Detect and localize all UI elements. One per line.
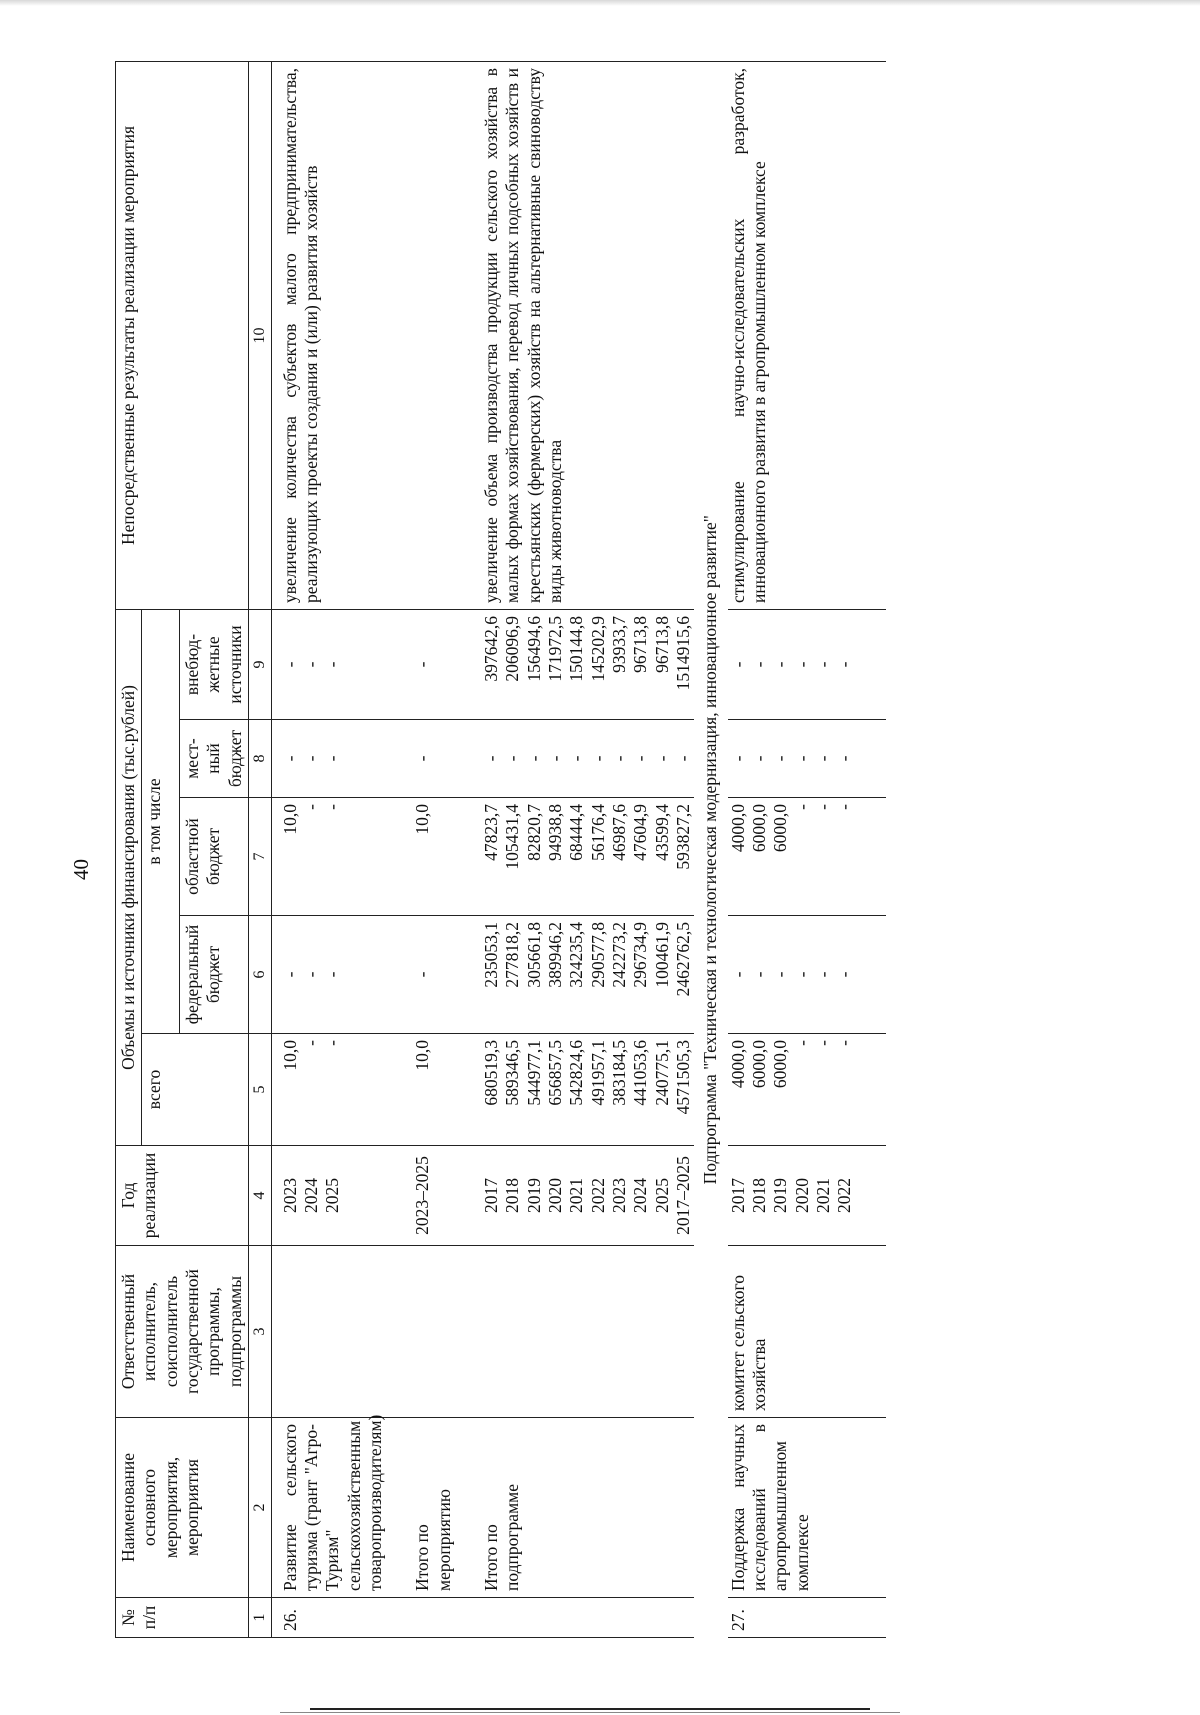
year-list (280, 1146, 387, 1246)
cell-value: - (727, 971, 748, 978)
cell-value: 150144,8 (566, 615, 587, 682)
year-list (481, 1146, 694, 1246)
extra-values (481, 609, 694, 719)
cell-value: - (480, 755, 501, 762)
column-number: 3 (249, 1246, 272, 1418)
total-values (728, 1034, 856, 1146)
cell-value: 2023 (279, 1178, 300, 1213)
result-text: увеличение количества субъектов малого предпринимательства, реализующих проекты создания и (или) развития хозяйств (280, 61, 387, 609)
cell-value: - (834, 971, 855, 978)
subprogram-title: Подпрограмма "Техническая и технологическая модернизация, инновационное развитие" (694, 61, 727, 1637)
cell-value: 96713,8 (651, 615, 672, 673)
extra-values (280, 609, 387, 719)
cell-value: 2022 (834, 1178, 855, 1213)
column-number: 9 (249, 609, 272, 719)
cell-value: 2018 (502, 1178, 523, 1213)
cell-value: - (770, 971, 791, 978)
cell-value: 1514915,6 (673, 615, 694, 691)
header-event-name: Наименование основного мероприятия, мероприятия (116, 1418, 249, 1598)
cell-value: 383184,5 (609, 1040, 630, 1106)
cell-value: 206096,9 (502, 615, 523, 682)
cell-value: 145202,9 (587, 615, 608, 682)
cell-value: 2017 (480, 1178, 501, 1213)
cell-value: 2018 (749, 1178, 770, 1213)
cell-value: 290577,8 (587, 922, 608, 988)
executor (280, 1246, 387, 1418)
cell-value: 2019 (523, 1178, 544, 1213)
cell-value: 47823,7 (480, 804, 501, 861)
event-name: Поддержка научных исследований в агропромышленном комплексе (728, 1418, 856, 1598)
cell-value: - (300, 755, 321, 762)
header-extra: внебюд- жетные источники (180, 609, 249, 719)
cell-value: 2025 (651, 1178, 672, 1213)
cell-value: - (587, 755, 608, 762)
regional-values (728, 798, 856, 916)
cell-value: 542824,6 (566, 1040, 587, 1106)
total-event-local: - (412, 720, 455, 798)
cell-value: - (300, 1040, 321, 1046)
header-local: мест- ный бюджет (180, 720, 249, 798)
cell-value: 491957,1 (587, 1040, 608, 1106)
header-executor: Ответственный исполнитель, соисполнитель государственной программы, подпрограммы (116, 1246, 249, 1418)
cell-value: - (749, 971, 770, 978)
cell-value: 589346,5 (502, 1040, 523, 1106)
cell-value: 100461,9 (651, 922, 672, 988)
cell-value: 171972,5 (545, 615, 566, 682)
cell-value: - (523, 755, 544, 762)
cell-value: - (813, 755, 834, 762)
scan-edge-bottom (310, 1708, 870, 1710)
cell-value: - (566, 755, 587, 762)
cell-value: 47604,9 (630, 804, 651, 861)
cell-value: - (813, 1040, 834, 1046)
cell-value: 2023 (609, 1178, 630, 1213)
header-results: Непосредственные результаты реализации мероприятия (116, 61, 249, 609)
cell-value: 6000,0 (749, 1040, 770, 1089)
cell-value: 389946,2 (545, 922, 566, 988)
cell-value: - (791, 755, 812, 762)
cell-value: - (609, 755, 630, 762)
local-values (481, 720, 694, 798)
cell-value: 544977,1 (523, 1040, 544, 1106)
result-text: увеличение объема производства продукции сельского хозяйства в малых формах хозяйствования, перевод личных подсобных хозяйств и крестьянских (фермерских) хозяйств на альтернативные свиноводству виды животноводства (481, 61, 694, 609)
cell-value: 397642,6 (480, 615, 501, 682)
cell-value: 2021 (813, 1178, 834, 1213)
scan-edge-bottom-faint (280, 1712, 900, 1713)
cell-value: - (749, 661, 770, 668)
column-number: 5 (249, 1034, 272, 1146)
cell-value: - (322, 804, 343, 810)
cell-value: - (300, 661, 321, 668)
funding-table (115, 61, 886, 1638)
cell-value: - (322, 661, 343, 668)
total-event-regional: 10,0 (412, 798, 455, 916)
cell-value: 656857,5 (545, 1040, 566, 1106)
cell-value: 56176,4 (587, 804, 608, 861)
cell-value: 2025 (322, 1178, 343, 1213)
cell-value: 2024 (300, 1178, 321, 1213)
executor: комитет сельского хозяйства (728, 1246, 856, 1418)
total-event-total: 10,0 (412, 1034, 455, 1146)
header-including: в том числе (142, 609, 180, 1033)
cell-value: - (834, 1040, 855, 1046)
table-row (481, 61, 694, 1637)
cell-value: 82820,7 (523, 804, 544, 861)
cell-value: - (727, 755, 748, 762)
local-values (728, 720, 856, 798)
cell-value: - (813, 661, 834, 668)
table-row (280, 61, 387, 1637)
cell-value: - (834, 755, 855, 762)
year-list (728, 1146, 856, 1246)
cell-value: 6000,0 (770, 1040, 791, 1089)
cell-value: - (813, 804, 834, 810)
cell-value: 93933,7 (609, 615, 630, 673)
rotated-page (55, 50, 1155, 1650)
cell-value: - (322, 755, 343, 762)
cell-value: - (279, 971, 300, 978)
cell-value: 680519,3 (480, 1040, 501, 1106)
row-number: 26. (280, 1598, 387, 1638)
cell-value: 277818,2 (502, 922, 523, 988)
cell-value: 305661,8 (523, 922, 544, 988)
cell-value: 2022 (587, 1178, 608, 1213)
federal-values (481, 916, 694, 1034)
table-row (412, 61, 455, 1637)
cell-value: - (322, 971, 343, 978)
cell-value: - (791, 661, 812, 668)
cell-value: 2017–2025 (673, 1156, 694, 1235)
cell-value: - (673, 755, 694, 762)
cell-value: - (502, 755, 523, 762)
column-number: 4 (249, 1146, 272, 1246)
cell-value: 4571505,3 (673, 1040, 694, 1115)
total-event-federal: - (412, 916, 455, 1034)
cell-value: 2017 (727, 1178, 748, 1213)
regional-values (481, 798, 694, 916)
subprogram-row (694, 61, 727, 1637)
cell-value: - (322, 1040, 343, 1046)
cell-value: 4000,0 (727, 804, 748, 853)
cell-value: 324235,4 (566, 922, 587, 988)
scan-edge-top (0, 0, 1200, 6)
cell-value: - (770, 661, 791, 668)
header-total: всего (142, 1034, 249, 1146)
cell-value: 156494,6 (523, 615, 544, 682)
cell-value: 43599,4 (651, 804, 672, 861)
extra-values (728, 609, 856, 719)
cell-value: 593827,2 (673, 804, 694, 870)
page-number: 40 (69, 859, 93, 880)
local-values (280, 720, 387, 798)
cell-value: 296734,9 (630, 922, 651, 988)
cell-value: 6000,0 (749, 804, 770, 853)
cell-value: - (791, 971, 812, 978)
cell-value: - (770, 755, 791, 762)
cell-value: - (651, 755, 672, 762)
cell-value: - (727, 661, 748, 668)
cell-value: - (813, 971, 834, 978)
total-event-label: Итого по мероприятию (412, 1418, 455, 1598)
table-row (728, 61, 856, 1637)
cell-value: 2020 (791, 1178, 812, 1213)
column-number: 1 (249, 1598, 272, 1638)
header-federal: федеральный бюджет (180, 916, 249, 1034)
column-number: 7 (249, 798, 272, 916)
cell-value: 242273,2 (609, 922, 630, 988)
total-subprogram-label: Итого по подпрограмме (481, 1418, 694, 1598)
cell-value: - (791, 1040, 812, 1046)
cell-value: - (749, 755, 770, 762)
cell-value: - (300, 804, 321, 810)
cell-value: 441053,6 (630, 1040, 651, 1106)
row-number: 27. (728, 1598, 856, 1638)
total-values (481, 1034, 694, 1146)
cell-value: 4000,0 (727, 1040, 748, 1089)
column-number: 6 (249, 916, 272, 1034)
total-event-extra: - (412, 609, 455, 719)
cell-value: - (300, 971, 321, 978)
cell-value: - (630, 755, 651, 762)
cell-value: 2020 (545, 1178, 566, 1213)
cell-value: 68444,4 (566, 804, 587, 861)
cell-value: 2021 (566, 1178, 587, 1213)
result-text: стимулирование научно-исследовательских разработок, инновационного развития в агропромышленном комплексе (728, 61, 856, 609)
column-number: 10 (249, 61, 272, 609)
cell-value: 235053,1 (480, 922, 501, 988)
cell-value: 10,0 (279, 804, 300, 835)
cell-value: 240775,1 (651, 1040, 672, 1106)
federal-values (728, 916, 856, 1034)
cell-value: 96713,8 (630, 615, 651, 673)
regional-values (280, 798, 387, 916)
cell-value: - (834, 661, 855, 668)
cell-value: 2024 (630, 1178, 651, 1213)
column-number: 2 (249, 1418, 272, 1598)
total-event-years: 2023–2025 (412, 1146, 455, 1246)
cell-value: 2462762,5 (673, 922, 694, 997)
event-name: Развитие сельского туризма (грант "Агро-Туризм" сельскохозяйственным товаропроизводителям) (280, 1418, 387, 1598)
total-values (280, 1034, 387, 1146)
cell-value: 6000,0 (770, 804, 791, 853)
cell-value: - (834, 804, 855, 810)
header-funding-group: Объемы и источники финансирования (тыс.рублей) (116, 609, 142, 1145)
federal-values (280, 916, 387, 1034)
cell-value: - (545, 755, 566, 762)
header-year: Год реализации (116, 1146, 249, 1246)
cell-value: 2019 (770, 1178, 791, 1213)
cell-value: 10,0 (279, 1040, 300, 1071)
column-number: 8 (249, 720, 272, 798)
cell-value: 46987,6 (609, 804, 630, 861)
cell-value: 94938,8 (545, 804, 566, 861)
header-num: № п/п (116, 1598, 249, 1638)
cell-value: 105431,4 (502, 804, 523, 870)
header-regional: областной бюджет (180, 798, 249, 916)
cell-value: - (279, 661, 300, 668)
cell-value: - (279, 755, 300, 762)
cell-value: - (791, 804, 812, 810)
